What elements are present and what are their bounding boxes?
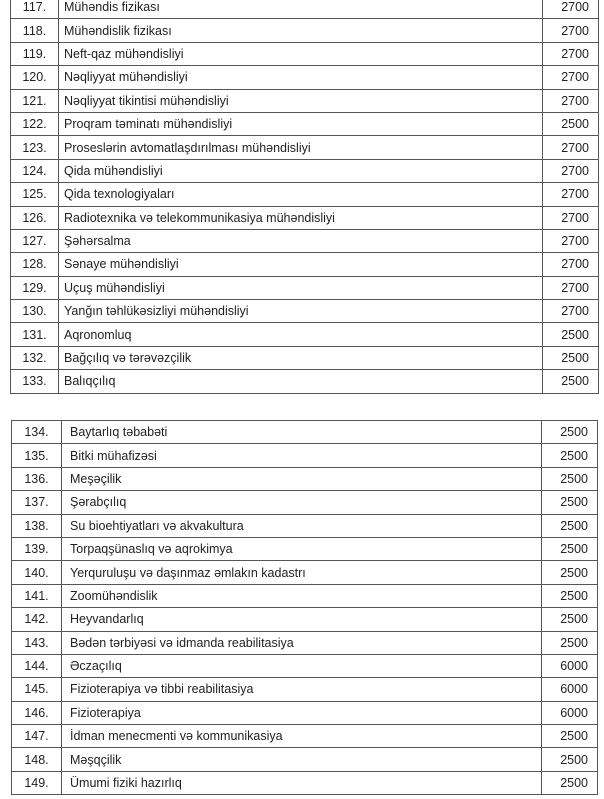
row-number: 137. <box>12 491 62 514</box>
score-value: 2500 <box>542 748 598 771</box>
score-value: 2500 <box>543 346 599 369</box>
row-number: 144. <box>12 654 62 677</box>
row-number: 126. <box>11 206 59 229</box>
score-value: 2700 <box>543 206 599 229</box>
table-row <box>12 725 598 748</box>
specialty-name: Radiotexnika və telekommunikasiya mühəndisliyi <box>59 206 543 229</box>
table-row <box>11 276 599 299</box>
score-value: 2700 <box>543 89 599 112</box>
score-value: 2700 <box>543 183 599 206</box>
table-body <box>11 0 599 393</box>
score-value: 2700 <box>543 136 599 159</box>
specialty-name: Baytarlıq təbabəti <box>62 421 542 444</box>
specialty-name: Zoomühəndislik <box>62 584 542 607</box>
row-number: 136. <box>12 467 62 490</box>
row-number: 118. <box>11 19 59 42</box>
table-row <box>11 370 599 393</box>
table-row <box>12 537 598 560</box>
table-row <box>12 421 598 444</box>
specialty-name: Balıqçılıq <box>59 370 543 393</box>
table-row <box>12 631 598 654</box>
row-number: 148. <box>12 748 62 771</box>
specialty-name: Neft-qaz mühəndisliyi <box>59 42 543 65</box>
specialty-name: Mühəndis fizikası <box>59 0 543 19</box>
score-value: 2500 <box>542 514 598 537</box>
row-number: 141. <box>12 584 62 607</box>
table-row <box>12 444 598 467</box>
specialty-name: Uçuş mühəndisliyi <box>59 276 543 299</box>
specialty-name: Mühəndislik fizikası <box>59 19 543 42</box>
score-value: 2500 <box>542 537 598 560</box>
specialty-name: Ümumi fiziki hazırlıq <box>62 771 542 794</box>
row-number: 120. <box>11 66 59 89</box>
specialty-name: Heyvandarlıq <box>62 608 542 631</box>
table-row <box>11 0 599 19</box>
row-number: 134. <box>12 421 62 444</box>
score-value: 2500 <box>543 370 599 393</box>
table-row <box>12 678 598 701</box>
table-row <box>11 42 599 65</box>
row-number: 145. <box>12 678 62 701</box>
specialty-name: Qida texnologiyaları <box>59 183 543 206</box>
table-body <box>12 421 598 795</box>
specialty-name: Qida mühəndisliyi <box>59 159 543 182</box>
specialty-name: Bitki mühafizəsi <box>62 444 542 467</box>
table-row <box>11 136 599 159</box>
row-number: 143. <box>12 631 62 654</box>
row-number: 129. <box>11 276 59 299</box>
score-value: 2500 <box>542 608 598 631</box>
table-row <box>12 561 598 584</box>
table-row <box>11 66 599 89</box>
row-number: 139. <box>12 537 62 560</box>
row-number: 133. <box>11 370 59 393</box>
row-number: 142. <box>12 608 62 631</box>
score-value: 2500 <box>542 444 598 467</box>
table-row <box>11 206 599 229</box>
table-row <box>12 467 598 490</box>
row-number: 124. <box>11 159 59 182</box>
score-value: 2500 <box>542 771 598 794</box>
score-value: 6000 <box>542 701 598 724</box>
table-row <box>12 584 598 607</box>
specialty-name: Nəqliyyat mühəndisliyi <box>59 66 543 89</box>
table-row <box>11 19 599 42</box>
table-row <box>12 771 598 794</box>
row-number: 121. <box>11 89 59 112</box>
score-value: 6000 <box>542 678 598 701</box>
score-value: 2500 <box>542 491 598 514</box>
score-value: 6000 <box>542 654 598 677</box>
table-row <box>11 323 599 346</box>
row-number: 122. <box>11 112 59 135</box>
table-row <box>11 89 599 112</box>
specialty-name: Nəqliyyat tikintisi mühəndisliyi <box>59 89 543 112</box>
table-row <box>12 748 598 771</box>
specialty-name: Fizioterapiya <box>62 701 542 724</box>
score-value: 2500 <box>543 112 599 135</box>
specialty-name: Meşəçilik <box>62 467 542 490</box>
score-value: 2700 <box>543 66 599 89</box>
specialty-name: Yerquruluşu və daşınmaz əmlakın kadastrı <box>62 561 542 584</box>
table-row <box>11 159 599 182</box>
score-value: 2700 <box>543 229 599 252</box>
specialty-name: İdman menecmenti və kommunikasiya <box>62 725 542 748</box>
score-value: 2500 <box>543 323 599 346</box>
table-row <box>11 253 599 276</box>
specialty-table-1 <box>10 0 599 394</box>
row-number: 149. <box>12 771 62 794</box>
score-value: 2700 <box>543 276 599 299</box>
table-row <box>12 701 598 724</box>
specialty-table-2 <box>11 420 598 795</box>
row-number: 146. <box>12 701 62 724</box>
row-number: 128. <box>11 253 59 276</box>
table-row <box>11 183 599 206</box>
score-value: 2500 <box>542 725 598 748</box>
score-value: 2700 <box>543 300 599 323</box>
specialty-name: Fizioterapiya və tibbi reabilitasiya <box>62 678 542 701</box>
specialty-name: Torpaqşünaslıq və aqrokimya <box>62 537 542 560</box>
row-number: 132. <box>11 346 59 369</box>
specialty-name: Proqram təminatı mühəndisliyi <box>59 112 543 135</box>
table-row <box>11 346 599 369</box>
table-row <box>12 514 598 537</box>
row-number: 135. <box>12 444 62 467</box>
score-value: 2500 <box>542 631 598 654</box>
score-value: 2700 <box>543 19 599 42</box>
score-value: 2500 <box>542 584 598 607</box>
specialty-name: Məşqçilik <box>62 748 542 771</box>
row-number: 123. <box>11 136 59 159</box>
row-number: 117. <box>11 0 59 19</box>
table-row <box>11 229 599 252</box>
specialty-name: Şərabçılıq <box>62 491 542 514</box>
score-value: 2700 <box>543 159 599 182</box>
score-value: 2500 <box>542 561 598 584</box>
row-number: 147. <box>12 725 62 748</box>
row-number: 138. <box>12 514 62 537</box>
score-value: 2500 <box>542 421 598 444</box>
table-row <box>12 654 598 677</box>
specialty-name: Yanğın təhlükəsizliyi mühəndisliyi <box>59 300 543 323</box>
score-value: 2700 <box>543 253 599 276</box>
score-value: 2700 <box>543 0 599 19</box>
specialty-name: Əczaçılıq <box>62 654 542 677</box>
specialty-name: Bədən tərbiyəsi və idmanda reabilitasiya <box>62 631 542 654</box>
specialty-name: Sənaye mühəndisliyi <box>59 253 543 276</box>
row-number: 140. <box>12 561 62 584</box>
specialty-name: Şəhərsalma <box>59 229 543 252</box>
specialty-name: Aqronomluq <box>59 323 543 346</box>
specialty-name: Su bioehtiyatları və akvakultura <box>62 514 542 537</box>
table-row <box>12 608 598 631</box>
table-row <box>12 491 598 514</box>
row-number: 130. <box>11 300 59 323</box>
specialty-name: Proseslərin avtomatlaşdırılması mühəndisliyi <box>59 136 543 159</box>
table-row <box>11 300 599 323</box>
row-number: 131. <box>11 323 59 346</box>
row-number: 119. <box>11 42 59 65</box>
score-value: 2500 <box>542 467 598 490</box>
specialty-name: Bağçılıq və tərəvəzçilik <box>59 346 543 369</box>
row-number: 125. <box>11 183 59 206</box>
table-row <box>11 112 599 135</box>
row-number: 127. <box>11 229 59 252</box>
score-value: 2700 <box>543 42 599 65</box>
